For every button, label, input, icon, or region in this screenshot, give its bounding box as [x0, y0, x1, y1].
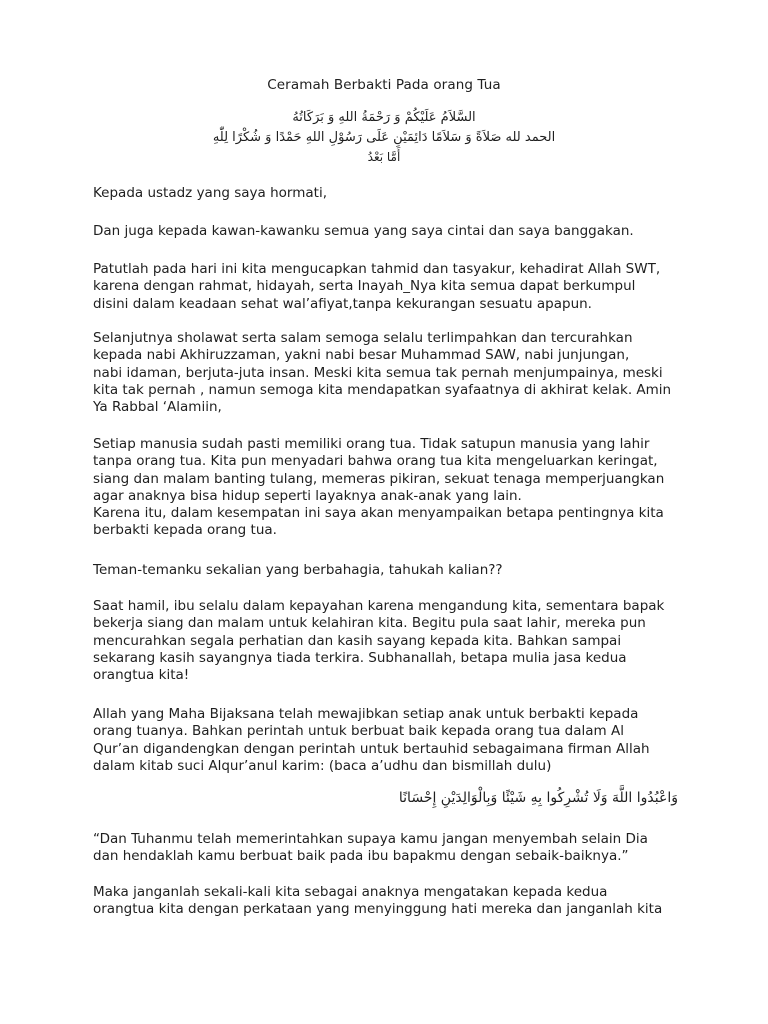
paragraph-tahmid: Patutlah pada hari ini kita mengucapkan tahmid dan tasyakur, kehadirat Allah SWT, karena dengan rahmat, hidayah, serta Inayah_Nya kita semua dapat berkumpul disini dalam keadaan sehat wal’afiyat,tanpa kekurangan sesuatu apapun. — [93, 261, 661, 312]
paragraph-orang-tua: Setiap manusia sudah pasti memiliki orang tua. Tidak satupun manusia yang lahir tanpa orang tua. Kita pun menyadari bahwa orang tua kita mengeluarkan keringat, siang dan malam banting tulang, memeras pikiran, sekuat tenaga memperjuangkan agar anaknya bisa hidup seperti layaknya anak-anak yang lain. Karena itu, dalam kesempatan ini saya akan menyampaikan betapa pentingnya kita berbakti kepada orang tua. — [93, 436, 665, 539]
paragraph-allah-bijaksana: Allah yang Maha Bijaksana telah mewajibkan setiap anak untuk berbakti kepada orang tuanya. Bahkan perintah untuk berbuat baik kepada orang tua dalam Al Qur’an digandengkan dengan perintah untuk bertauhid sebagaimana firman Allah dalam kitab suci Alqur’anul karim: (baca a’udhu dan bismillah dulu) — [93, 706, 650, 774]
paragraph-closing: Maka janganlah sekali-kali kita sebagai anaknya mengatakan kepada kedua orangtua kita dengan perkataan yang menyinggung hati mereka dan janganlah kita — [93, 884, 663, 918]
arabic-salam: السَّلاَمُ عَلَيْكُمْ وَ رَحْمَةُ اللهِ وَ بَرَكَاتُهُ — [292, 110, 476, 125]
paragraph-greeting-friends: Dan juga kepada kawan-kawanku semua yang saya cintai dan saya banggakan. — [93, 223, 634, 239]
arabic-verse: وَاعْبُدُوا اللَّهَ وَلَا تُشْرِكُوا بِهِ شَيْئًا وَبِالْوَالِدَيْنِ إِحْسَانًا — [398, 790, 678, 806]
arabic-amma-badu: أَمَّا بَعْدُ — [367, 150, 401, 164]
paragraph-hamil: Saat hamil, ibu selalu dalam kepayahan karena mengandung kita, sementara bapak bekerja siang dan malam untuk kelahiran kita. Begitu pula saat lahir, mereka pun mencurahkan segala perhatian dan kasih sayang kepada kita. Bahkan sampai sekarang kasih sayangnya tiada terkira. Subhanallah, betapa mulia jasa kedua orangtua kita! — [93, 598, 665, 684]
document-title: Ceramah Berbakti Pada orang Tua — [267, 77, 501, 93]
paragraph-greeting-ustadz: Kepada ustadz yang saya hormati, — [93, 185, 327, 201]
paragraph-teman: Teman-temanku sekalian yang berbahagia, tahukah kalian?? — [93, 562, 503, 578]
paragraph-sholawat: Selanjutnya sholawat serta salam semoga selalu terlimpahkan dan tercurahkan kepada nabi Akhiruzzaman, yakni nabi besar Muhammad SAW, nabi junjungan, nabi idaman, berjuta-juta insan. Meski kita semua tak pernah menjumpainya, meski kita tak pernah , namun semoga kita mendapatkan syafaatnya di akhirat kelak. Amin Ya Rabbal ‘Alamiin, — [93, 330, 672, 416]
arabic-hamdalah: الحمد لله صَلاَةً وَ سَلاَمًا دَائِمَيْنِ عَلَى رَسُوْلِ اللهِ حَمْدًا وَ شُكْرًا لِلّٰهِ — [212, 130, 556, 145]
verse-translation: “Dan Tuhanmu telah memerintahkan supaya kamu jangan menyembah selain Dia dan hendaklah kamu berbuat baik pada ibu bapakmu dengan sebaik-baiknya.” — [93, 831, 648, 865]
